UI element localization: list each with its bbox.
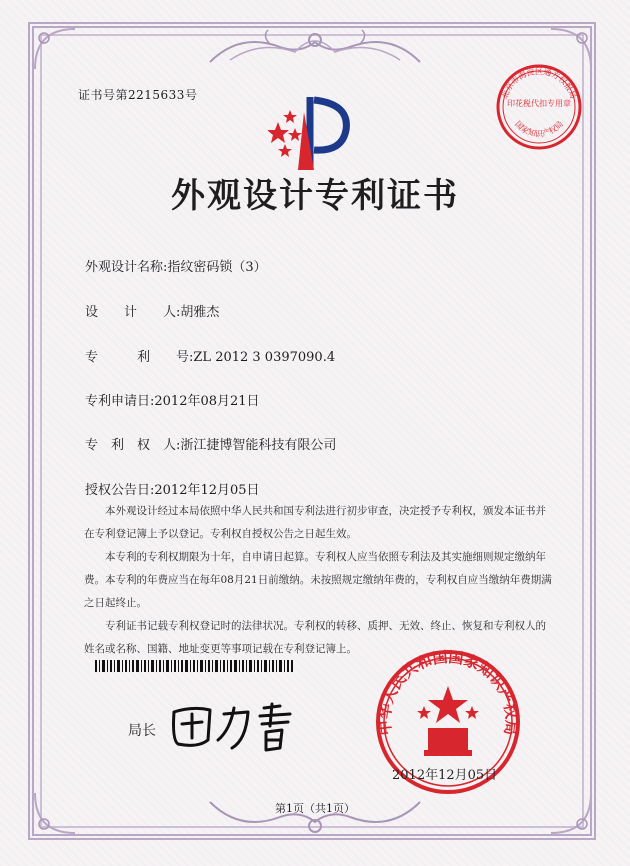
seal-text: 中华人民共和国国家知识产权局: [375, 648, 521, 737]
patentee-value: 浙江捷博智能科技有限公司: [180, 438, 337, 453]
patentee-label: 专 利 权 人:: [85, 438, 181, 453]
field-patentee: [85, 434, 336, 453]
barcode-icon: [95, 660, 293, 672]
director-signature: [168, 700, 313, 755]
patent-number-label: 专 利 号:: [85, 350, 194, 365]
tax-stamp-top-text: 北京市海淀区通方权报局: [500, 67, 578, 100]
field-designer: [85, 301, 219, 320]
body-paragraph: 本外观设计经过本局依照中华人民共和国专利法进行初步审查，决定授予专利权，颁发本证书并在专利登记簿上予以登记。专利权自授权公告之日起生效。: [84, 505, 546, 540]
filing-date-value: 2012年08月21日: [154, 394, 260, 409]
design-name-value: 指纹密码锁（3）: [167, 260, 267, 275]
grant-date-label: 授权公告日:: [85, 483, 155, 498]
seal-date: 2012年12月05日: [392, 768, 498, 783]
field-filing-date: [85, 390, 260, 409]
body-paragraph: 专利证书记载专利权登记时的法律状况。专利权的转移、质押、无效、终止、恢复和专利权人的姓名或名称、国籍、地址变更等事项记载在专利登记簿上。: [84, 620, 546, 655]
tax-stamp-bottom-text: 国家知识产权局: [513, 119, 565, 139]
top-ornament: [200, 22, 430, 72]
field-design-name: [85, 256, 267, 275]
field-patent-number: [85, 346, 335, 365]
tax-stamp-seal: [494, 62, 584, 152]
patent-number-value: ZL 2012 3 0397090.4: [193, 350, 336, 365]
certificate-number: 证书号第2215633号: [78, 88, 198, 102]
design-name-label: 外观设计名称:: [85, 260, 168, 275]
certificate-body: [84, 500, 554, 661]
director-label: 局长: [128, 723, 156, 739]
corner-ornament-tl: [30, 24, 80, 74]
body-paragraph: 本专利的专利权期限为十年，自申请日起算。专利权人应当依照专利法及其实施细则规定缴纳年费。本专利的年费应当在每年08月21日前缴纳。未按照规定缴纳年费的，专利权自应当缴纳年费期满之日起终止。: [84, 551, 552, 609]
sipo-logo-icon: [268, 92, 358, 172]
tax-stamp-center-text: 印花税代扣专用章: [507, 99, 571, 108]
page-title: 外观设计专利证书: [171, 176, 459, 216]
filing-date-label: 专利申请日:: [85, 394, 155, 409]
grant-date-value: 2012年12月05日: [154, 483, 260, 498]
field-grant-date: [85, 479, 260, 498]
page-number: 第1页（共1页）: [275, 802, 355, 815]
designer-label: 设 计 人:: [85, 305, 181, 320]
designer-value: 胡雅杰: [180, 305, 220, 320]
